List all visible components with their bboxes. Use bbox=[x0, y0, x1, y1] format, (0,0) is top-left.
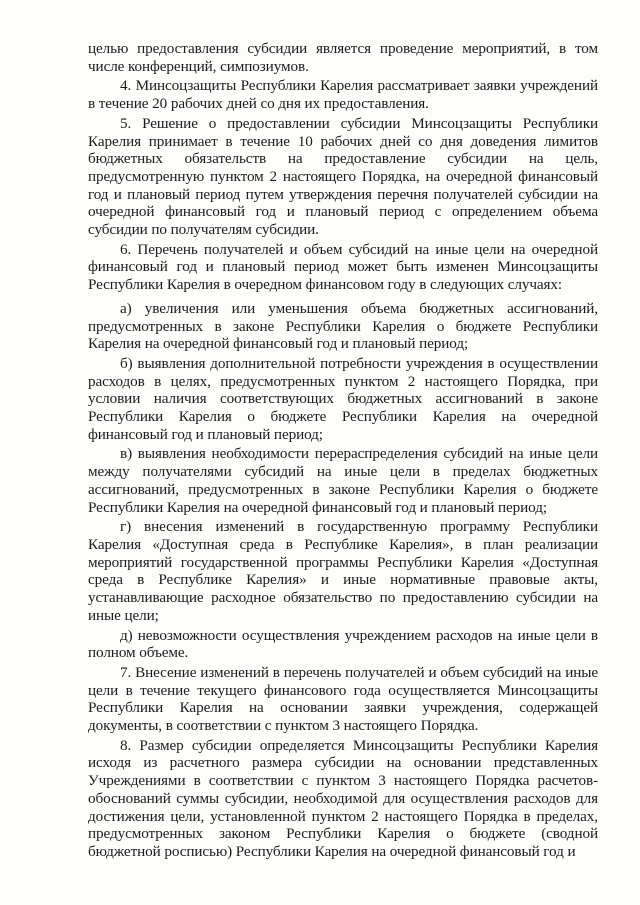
subitem-b: б) выявления дополнительной потребности учреждения в осуществлении расходов в целях, предусмотренных пунктом 2 настоящего Порядка, при условии наличия соответствующих бюджетных ассигнований в законе Республики Карелия о бюджете Республики Карелия на очередной финансовый год и плановый период; bbox=[88, 354, 598, 443]
paragraph-continuation: целью предоставления субсидии является проведение мероприятий, в том числе конференций, симпозиумов. bbox=[88, 40, 598, 75]
subitem-g: г) внесения изменений в государственную программу Республики Карелия «Доступная среда в Республике Карелия», в план реализации мероприятий государственной программы Республики Карелия «Доступная среда в Республике Карелия» и иные нормативные правовые акты, устанавливающие расходное обязательство по предоставлению субсидии на иные цели; bbox=[88, 518, 598, 624]
document-body bbox=[88, 40, 598, 861]
subitem-d: д) невозможности осуществления учреждением расходов на иные цели в полном объеме. bbox=[88, 626, 598, 662]
subitem-v: в) выявления необходимости перераспределения субсидий на иные цели между получателями субсидий на иные цели в пределах бюджетных ассигнований, предусмотренных в законе Республики Карелия о бюджете Республики Карелия на очередной финансовый год и плановый период; bbox=[88, 445, 598, 516]
paragraph-item-7: 7. Внесение изменений в перечень получателей и объем субсидий на иные цели в течение текущего финансового года осуществляется Минсоцзащиты Республики Карелия на основании заявки учреждения, содержащей документы, в соответствии с пунктом 3 настоящего Порядка. bbox=[88, 663, 598, 735]
subitem-a: а) увеличения или уменьшения объема бюджетных ассигнований, предусмотренных в законе Республики Карелия о бюджете Республики Карелия на очередной финансовый год и плановый период; bbox=[88, 299, 598, 353]
paragraph-item-5: 5. Решение о предоставлении субсидии Минсоцзащиты Республики Карелия принимает в течение 10 рабочих дней со дня доведения лимитов бюджетных обязательств на предоставление субсидии на цель, предусмотренную пунктом 2 настоящего Порядка, на очередной финансовый год и плановый период путем утверждения перечня получателей субсидии на очередной финансовый год и плановый период с определением объема субсидии по получателям субсидии. bbox=[88, 114, 598, 239]
paragraph-item-6: 6. Перечень получателей и объем субсидий на иные цели на очередной финансовый год и плановый период может быть изменен Минсоцзащиты Республики Карелия в очередном финансовом году в следующих случаях: bbox=[88, 240, 598, 294]
paragraph-item-4: 4. Минсоцзащиты Республики Карелия рассматривает заявки учреждений в течение 20 рабочих дней со дня их предоставления. bbox=[88, 77, 598, 113]
paragraph-item-8: 8. Размер субсидии определяется Минсоцзащиты Республики Карелия исходя из расчетного размера субсидии на основании представленных Учреждениями в соответствии с пунктом 3 настоящего Порядка расчетов-обоснований суммы субсидии, необходимой для осуществления расходов для достижения цели, установленной пунктом 2 настоящего Порядка в пределах, предусмотренных законом Республики Карелия о бюджете (сводной бюджетной росписью) Республики Карелия на очередной финансовый год и bbox=[88, 736, 598, 860]
